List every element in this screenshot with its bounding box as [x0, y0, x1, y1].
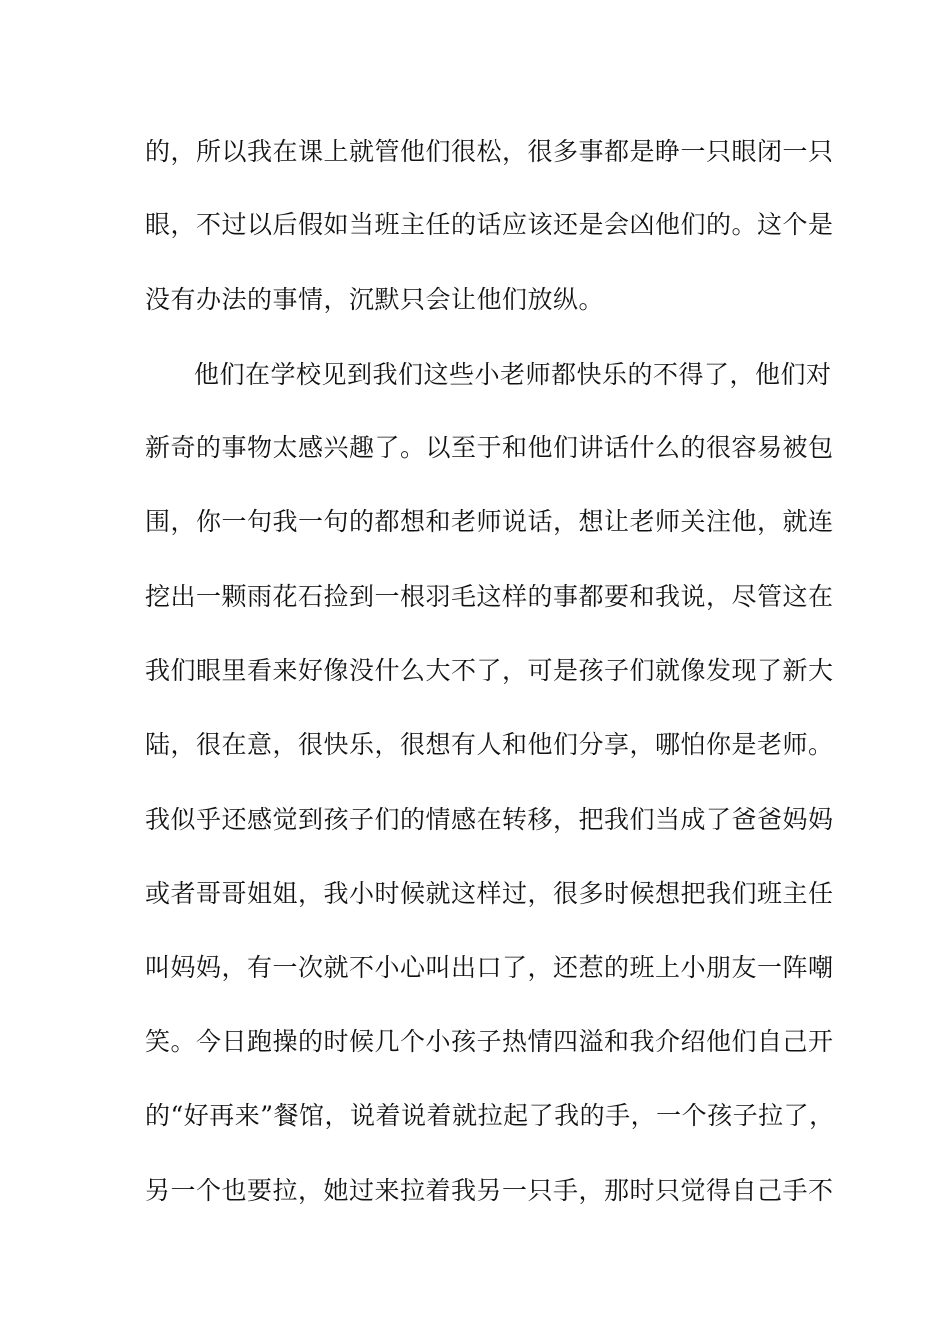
- text-line: 另一个也要拉，她过来拉着我另一只手，那时只觉得自己手不: [145, 1176, 834, 1205]
- text-line: 叫妈妈，有一次就不小心叫出口了，还惹的班上小朋友一阵嘲: [145, 953, 834, 982]
- text-line: 或者哥哥姐姐，我小时候就这样过，很多时候想把我们班主任: [145, 879, 834, 908]
- text-line: 没有办法的事情，沉默只会让他们放纵。: [145, 285, 605, 314]
- text-line: 我似乎还感觉到孩子们的情感在转移，把我们当成了爸爸妈妈: [145, 805, 834, 834]
- paragraph-start-line: 他们在学校见到我们这些小老师都快乐的不得了，他们对: [194, 360, 832, 389]
- text-line: 眼，不过以后假如当班主任的话应该还是会凶他们的。这个是: [145, 210, 834, 239]
- text-line: 的“好再来”餐馆，说着说着就拉起了我的手，一个孩子拉了，: [145, 1101, 835, 1130]
- text-line: 围，你一句我一句的都想和老师说话，想让老师关注他，就连: [145, 507, 834, 536]
- text-line: 的，所以我在课上就管他们很松，很多事都是睁一只眼闭一只: [145, 137, 834, 166]
- text-line: 陆，很在意，很快乐，很想有人和他们分享，哪怕你是老师。: [145, 730, 834, 759]
- text-line: 我们眼里看来好像没什么大不了，可是孩子们就像发现了新大: [145, 656, 834, 685]
- text-line: 挖出一颗雨花石捡到一根羽毛这样的事都要和我说，尽管这在: [145, 582, 834, 611]
- text-line: 笑。今日跑操的时候几个小孩子热情四溢和我介绍他们自己开: [145, 1027, 834, 1056]
- text-line: 新奇的事物太感兴趣了。以至于和他们讲话什么的很容易被包: [145, 433, 834, 462]
